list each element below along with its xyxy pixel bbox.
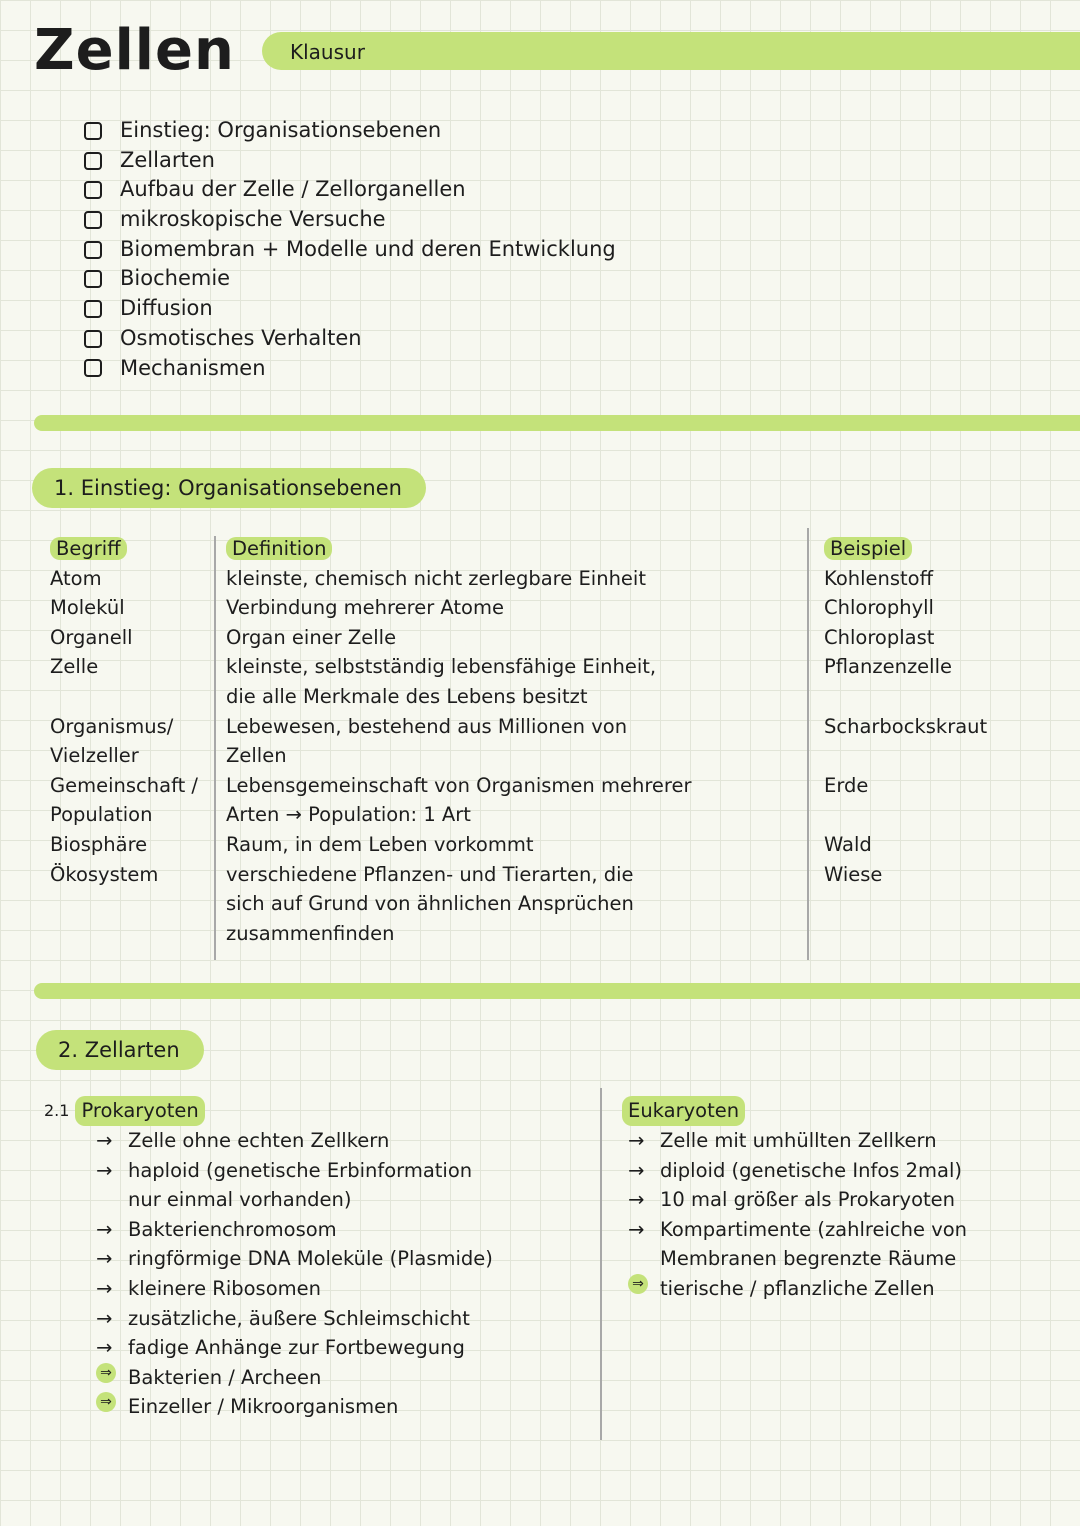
list-item: → haploid (genetische Erbinformation xyxy=(96,1156,493,1186)
example-column xyxy=(824,534,987,889)
eukaryoten-list xyxy=(628,1126,967,1304)
term-cell: Zelle xyxy=(50,655,99,679)
term-cell: Atom xyxy=(50,566,102,590)
example-cell: Pflanzenzelle xyxy=(824,655,953,679)
topic-checklist xyxy=(84,116,616,383)
column-divider xyxy=(807,528,809,960)
list-item-conclusion: ⇒ Bakterien / Archeen xyxy=(96,1363,493,1393)
checkbox-icon[interactable] xyxy=(84,330,102,348)
list-item: → Bakterienchromosom xyxy=(96,1215,493,1245)
term-cell: Molekül xyxy=(50,596,125,620)
term-cell: Gemeinschaft / xyxy=(50,773,199,797)
list-item: → zusätzliche, äußere Schleimschicht xyxy=(96,1304,493,1334)
example-cell xyxy=(824,741,987,771)
definition-line: Arten → Population: 1 Art xyxy=(226,803,471,827)
section-1-title: 1. Einstieg: Organisationsebenen xyxy=(32,468,426,508)
checklist-item-label: Diffusion xyxy=(120,296,213,321)
double-arrow-icon: ⇒ xyxy=(628,1274,648,1294)
term-cell: Ökosystem xyxy=(50,862,159,886)
prokaryoten-title: Prokaryoten xyxy=(75,1096,204,1126)
example-column-header: Beispiel xyxy=(824,534,987,564)
list-item: → kleinere Ribosomen xyxy=(96,1274,493,1304)
checkbox-icon[interactable] xyxy=(84,270,102,288)
arrow-right-icon: → xyxy=(96,1247,113,1271)
arrow-right-icon: → xyxy=(628,1158,645,1182)
list-item: → 10 mal größer als Prokaryoten xyxy=(628,1185,967,1215)
checklist-item[interactable] xyxy=(84,116,616,146)
term-cell: Vielzeller xyxy=(50,744,139,768)
eukaryoten-title: Eukaryoten xyxy=(622,1096,745,1126)
checkbox-icon[interactable] xyxy=(84,181,102,199)
arrow-right-icon: → xyxy=(96,1129,113,1152)
definition-line: kleinste, selbstständig lebensfähige Einheit, xyxy=(226,655,657,679)
section-divider xyxy=(34,415,1080,431)
example-cell: Chloroplast xyxy=(824,625,935,649)
term-cell: Organell xyxy=(50,625,133,649)
list-item-continuation: nur einmal vorhanden) xyxy=(128,1188,352,1212)
definition-line: sich auf Grund von ähnlichen Ansprüchen xyxy=(226,892,634,916)
definition-line: verschiedene Pflanzen- und Tierarten, die xyxy=(226,862,634,886)
arrow-right-icon: → xyxy=(96,1217,113,1241)
list-item: → Kompartimente (zahlreiche von xyxy=(628,1215,967,1245)
term-cell: Population xyxy=(50,803,153,827)
term-cell xyxy=(50,682,198,712)
example-cell xyxy=(824,800,987,830)
eukaryoten-heading xyxy=(622,1096,745,1126)
list-item: → diploid (genetische Infos 2mal) xyxy=(628,1156,967,1186)
term-cell: Biosphäre xyxy=(50,832,148,856)
list-item-conclusion: ⇒ Einzeller / Mikroorganismen xyxy=(96,1392,493,1422)
list-item: → Zelle ohne echten Zellkern xyxy=(96,1126,493,1156)
checklist-item[interactable] xyxy=(84,264,616,294)
double-arrow-icon: ⇒ xyxy=(96,1392,116,1412)
definition-line: Verbindung mehrerer Atome xyxy=(226,596,504,620)
example-cell: Scharbockskraut xyxy=(824,714,988,738)
arrow-right-icon: → xyxy=(628,1188,645,1212)
example-cell: Chlorophyll xyxy=(824,596,934,620)
term-column-header: Begriff xyxy=(50,534,198,564)
checklist-item[interactable] xyxy=(84,294,616,324)
klausur-highlight-bar xyxy=(262,32,1080,70)
checkbox-icon[interactable] xyxy=(84,359,102,377)
arrow-right-icon: → xyxy=(628,1129,645,1152)
checklist-item-label: Einstieg: Organisationsebenen xyxy=(120,118,442,142)
definition-line: Lebensgemeinschaft von Organismen mehrerer xyxy=(226,773,692,797)
list-item-continuation: Membranen begrenzte Räume xyxy=(660,1247,957,1271)
checkbox-icon[interactable] xyxy=(84,152,102,170)
list-item: → Zelle mit umhüllten Zellkern xyxy=(628,1126,967,1156)
checklist-item-label: Aufbau der Zelle / Zellorganellen xyxy=(120,177,466,202)
arrow-right-icon: → xyxy=(96,1276,113,1300)
example-cell: Erde xyxy=(824,773,869,797)
example-cell: Kohlenstoff xyxy=(824,566,934,590)
checklist-item[interactable] xyxy=(84,354,616,384)
checklist-item-label: Biomembran + Modelle und deren Entwicklung xyxy=(120,236,616,261)
section-divider xyxy=(34,983,1080,999)
checklist-item-label: Osmotisches Verhalten xyxy=(120,325,362,350)
example-cell: Wald xyxy=(824,832,872,856)
double-arrow-icon: ⇒ xyxy=(96,1363,116,1383)
checkbox-icon[interactable] xyxy=(84,211,102,229)
checklist-item-label: Biochemie xyxy=(120,266,231,291)
section-2-title: 2. Zellarten xyxy=(36,1030,204,1070)
column-divider xyxy=(214,536,216,960)
checkbox-icon[interactable] xyxy=(84,122,102,140)
definition-line: Zellen xyxy=(226,744,287,768)
checklist-item-label: Zellarten xyxy=(120,147,215,172)
checklist-item[interactable] xyxy=(84,205,616,235)
definition-line: Raum, in dem Leben vorkommt xyxy=(226,832,534,856)
checklist-item[interactable] xyxy=(84,175,616,205)
checklist-item[interactable] xyxy=(84,235,616,265)
list-item: → ringförmige DNA Moleküle (Plasmide) xyxy=(96,1244,493,1274)
definition-line: zusammenfinden xyxy=(226,921,395,945)
arrow-right-icon: → xyxy=(628,1217,645,1241)
checklist-item-label: mikroskopische Versuche xyxy=(120,207,386,232)
klausur-label: Klausur xyxy=(290,40,365,64)
arrow-right-icon: → xyxy=(96,1306,113,1330)
example-cell xyxy=(824,682,987,712)
example-cell: Wiese xyxy=(824,862,883,886)
subsection-number: 2.1 xyxy=(44,1101,70,1120)
term-cell: Organismus/ xyxy=(50,714,174,738)
checkbox-icon[interactable] xyxy=(84,300,102,318)
checkbox-icon[interactable] xyxy=(84,241,102,259)
column-divider xyxy=(600,1088,602,1440)
checklist-item-label: Mechanismen xyxy=(120,355,266,380)
definition-line: kleinste, chemisch nicht zerlegbare Einheit xyxy=(226,566,646,590)
checklist-item[interactable] xyxy=(84,146,616,176)
prokaryoten-heading xyxy=(44,1096,205,1126)
definition-line: Lebewesen, bestehend aus Millionen von xyxy=(226,714,628,738)
checklist-item[interactable] xyxy=(84,324,616,354)
arrow-right-icon: → xyxy=(96,1336,113,1360)
prokaryoten-list xyxy=(96,1126,493,1422)
definition-column xyxy=(226,534,692,948)
definition-line: Organ einer Zelle xyxy=(226,625,397,649)
definition-line: die alle Merkmale des Lebens besitzt xyxy=(226,684,588,708)
term-column xyxy=(50,534,198,889)
list-item-conclusion: ⇒ tierische / pflanzliche Zellen xyxy=(628,1274,967,1304)
page-title: Zellen xyxy=(34,18,235,83)
definition-column-header: Definition xyxy=(226,534,692,564)
arrow-right-icon: → xyxy=(96,1158,113,1182)
list-item: → fadige Anhänge zur Fortbewegung xyxy=(96,1333,493,1363)
